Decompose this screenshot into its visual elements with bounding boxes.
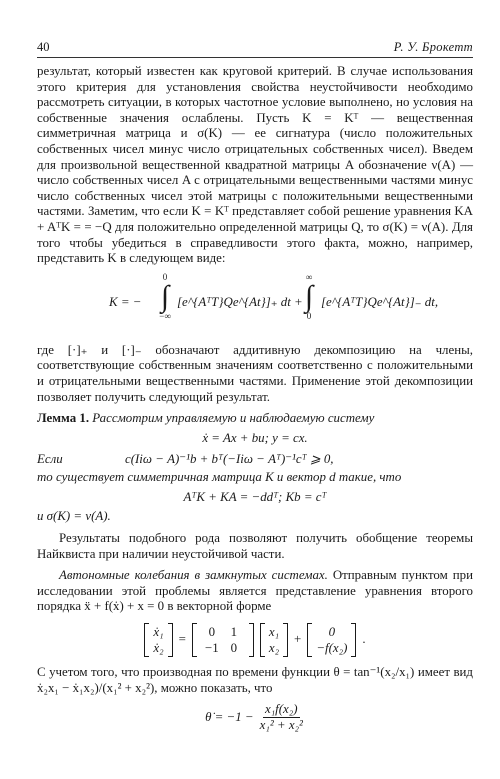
condition-line: [37, 450, 473, 470]
eq5-numerator: x₁f(x₂): [264, 702, 298, 717]
eq1-int2-lower: 0: [306, 310, 312, 321]
then-text: то существует симметричная матрица K и вектор d такие, что: [37, 470, 402, 485]
eq5-denominator: x₁² + x₂²: [259, 718, 303, 733]
lemma-title: Лемма 1.: [37, 411, 90, 426]
integral-sign-icon: ∫: [160, 279, 170, 313]
matrix-x: [260, 623, 288, 657]
eq1-lhs: K = −: [109, 294, 142, 309]
a-22: 0: [230, 641, 238, 656]
page-number: 40: [37, 40, 50, 54]
eq1-integral-1: [153, 273, 177, 321]
eq1-term-1: [e^{AᵀT}Qe^{At}]₊ dt +: [177, 294, 303, 309]
lhs-entry-2: ẋ₂: [153, 641, 164, 656]
equation-theta: [37, 702, 473, 733]
eq1-int1-lower: −∞: [159, 310, 171, 321]
equation-integral: [37, 273, 473, 335]
matrix-a: [192, 623, 254, 657]
f-entry-2: −f(x₂): [316, 641, 348, 656]
lemma-text: Рассмотрим управляемую и наблюдаемую систему: [92, 411, 375, 426]
a-11: 0: [208, 625, 216, 640]
paragraph-2: где [·]₊ и [·]₋ обозначают аддитивную декомпозицию на члены, соответствующие собственным значениям соответственно с положительными и отрицательными вещественными частями. Применение этой декомпозиции позволяет получить следующий результат.: [37, 342, 473, 404]
matrix-lhs: [144, 623, 172, 657]
and-text: и σ(K) = ν(A).: [37, 509, 111, 524]
eq1-term-2: [e^{AᵀT}Qe^{At}]₋ dt,: [321, 294, 439, 309]
x-entry-2: x₂: [268, 641, 280, 656]
equation-matrix: ẋ₁ ẋ₂ = 0 1 −1 0 x₁ x₂ + 0 −f(x₂) .: [37, 623, 473, 657]
paragraph-4-text: Отправным пунктом при исследовании этой проблемы является представление уравнения второго порядка ẍ + f(ẋ) + x = 0 в векторной форме: [37, 568, 473, 614]
header-rule: [37, 57, 473, 58]
integral-sign-icon: ∫: [304, 279, 314, 313]
page-header: [37, 40, 473, 56]
a-12: 1: [230, 625, 238, 640]
eq1-int2-upper: ∞: [305, 271, 313, 282]
eq1-integral-2: [299, 273, 319, 321]
eq5-lhs: θ̇ = −1 −: [205, 709, 254, 724]
equation-frequency-condition: c(Iiω − A)⁻¹b + bᵀ(−Iiω − Aᵀ)⁻¹cᵀ ⩾ 0,: [125, 452, 334, 467]
lhs-entry-1: ẋ₁: [153, 625, 164, 640]
eq1-int1-upper: 0: [162, 271, 168, 282]
if-word: Если: [37, 452, 63, 467]
paragraph-5: С учетом того, что производная по времени функции θ = tan⁻¹(x₂/x₁) имеет вид ẋ₂x₁ − ẋ₁x₂)/(x₁² + x₂²), можно показать, что: [37, 665, 473, 695]
section-heading: Автономные колебания в замкнутых системах.: [59, 568, 328, 583]
paragraph-1: результат, который известен как круговой критерий. В случае использования этого критерия для установления свойства неустойчивости необходимо рассмотреть ситуации, в которых частотное условие выполнено, но условия на собственные значения ослаблены. Пусть K = Kᵀ — вещественная симметричная матрица и σ(K) — ее сигнатура (число положительных собственных чисел минус число отрицательных собственных чисел). Введем для произвольной вещественной квадратной матрицы A обозначение ν(A) — число собственных чисел A с отрицательными вещественными частями минус число собственных чисел этой матрицы с положительными вещественными частями. Заметим, что если K = Kᵀ представляет собой решение уравнения KA + AᵀK = = −Q для положительно определенной матрицы Q, то σ(K) = ν(A). Для того чтобы убедиться в справедливости этого факта, можно, например, представить K в следующем виде:: [37, 64, 473, 266]
paragraph-3: Результаты подобного рода позволяют получить обобщение теоремы Найквиста при наличии неустойчивой части.: [37, 531, 473, 561]
running-title: Р. У. Брокетт: [393, 40, 473, 54]
f-entry-1: 0: [328, 625, 336, 640]
page-body: [37, 64, 473, 733]
equation-lyapunov: AᵀK + KA = −ddᵀ; Kb = cᵀ: [183, 489, 327, 504]
eq5-fraction: [258, 702, 305, 733]
matrix-f: [307, 623, 356, 657]
a-21: −1: [204, 641, 219, 656]
equation-system: ẋ = Ax + bu; y = cx.: [202, 430, 308, 445]
lemma-1: [37, 411, 473, 427]
paragraph-4: [37, 568, 473, 615]
x-entry-1: x₁: [268, 625, 280, 640]
